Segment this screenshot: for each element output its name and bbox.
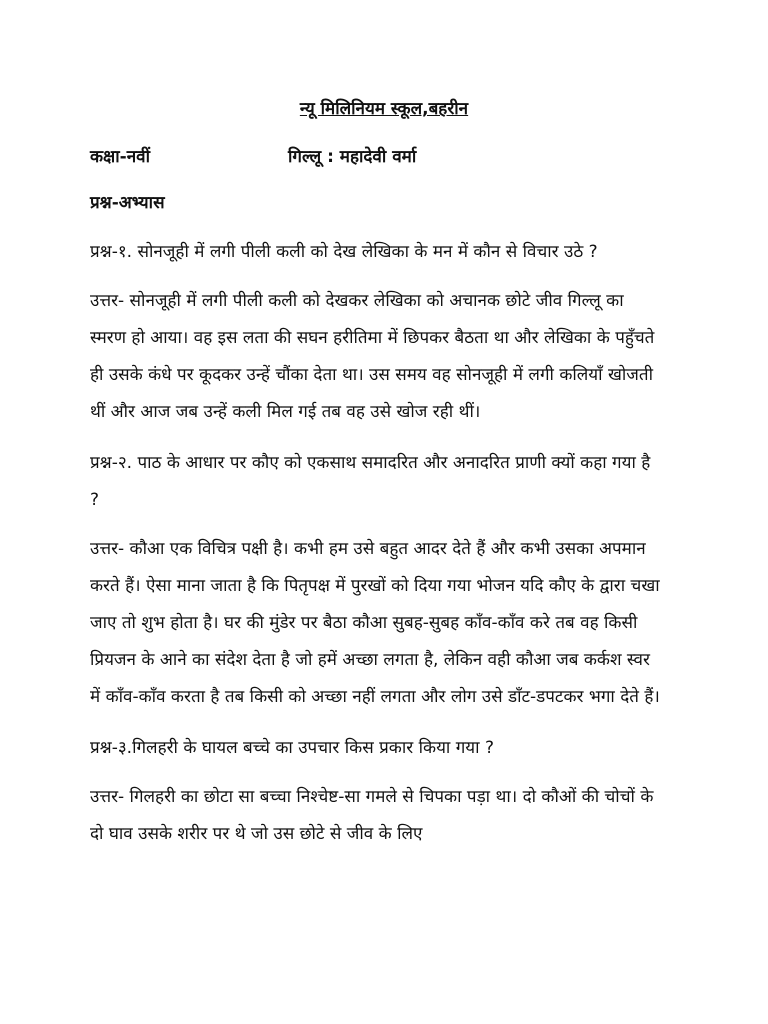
- answer-2: उत्तर- कौआ एक विचित्र पक्षी है। कभी हम उसे बहुत आदर देते हैं और कभी उसका अपमान करते हैं। ऐसा माना जाता है कि पितृपक्ष में पुरखों को दिया गया भोजन यदि कौए के द्वारा चखा जाए तो शुभ होता है। घर की मुंडेर पर बैठा कौआ सुबह-सुबह काँव-काँव करे तब वह किसी प्रियजन के आने का संदेश देता है जो हमें अच्छा लगता है, लेकिन वही कौआ जब कर्कश स्वर में काँव-काँव करता है तब किसी को अच्छा नहीं लगता और लोग उसे डाँट-डपटकर भगा देते हैं।: [90, 539, 660, 707]
- question-3: प्रश्न-३.गिलहरी के घायल बच्चे का उपचार किस प्रकार किया गया ?: [90, 738, 494, 758]
- class-label: कक्षा-नवीं: [90, 147, 150, 167]
- chapter-title: गिल्लू : महादेवी वर्मा: [288, 147, 417, 167]
- document-title: न्यू मिलिनियम स्कूल,बहरीन: [299, 99, 469, 119]
- question-2: प्रश्न-२. पाठ के आधार पर कौए को एकसाथ समादरित और अनादरित प्राणी क्यों कहा गया है ?: [90, 453, 651, 510]
- question-1: प्रश्न-१. सोनजूही में लगी पीली कली को देख लेखिका के मन में कौन से विचार उठे ?: [90, 242, 598, 262]
- answer-3: उत्तर- गिलहरी का छोटा सा बच्चा निश्चेष्ट-सा गमले से चिपका पड़ा था। दो कौओं की चोचों के दो घाव उसके शरीर पर थे जो उस छोटे से जीव के लिए: [90, 787, 654, 844]
- answer-1: उत्तर- सोनजूही में लगी पीली कली को देखकर लेखिका को अचानक छोटे जीव गिल्लू का स्मरण हो आया। वह इस लता की सघन हरीतिमा में छिपकर बैठता था और लेखिका के पहुँचते ही उसके कंधे पर कूदकर उन्हें चौंका देता था। उस समय वह सोनजूही में लगी कलियाँ खोजती थीं और आज जब उन्हें कली मिल गई तब वह उसे खोज रही थीं।: [90, 291, 655, 422]
- document-meta-row: [90, 144, 660, 170]
- section-heading: प्रश्न-अभ्यास: [90, 193, 165, 213]
